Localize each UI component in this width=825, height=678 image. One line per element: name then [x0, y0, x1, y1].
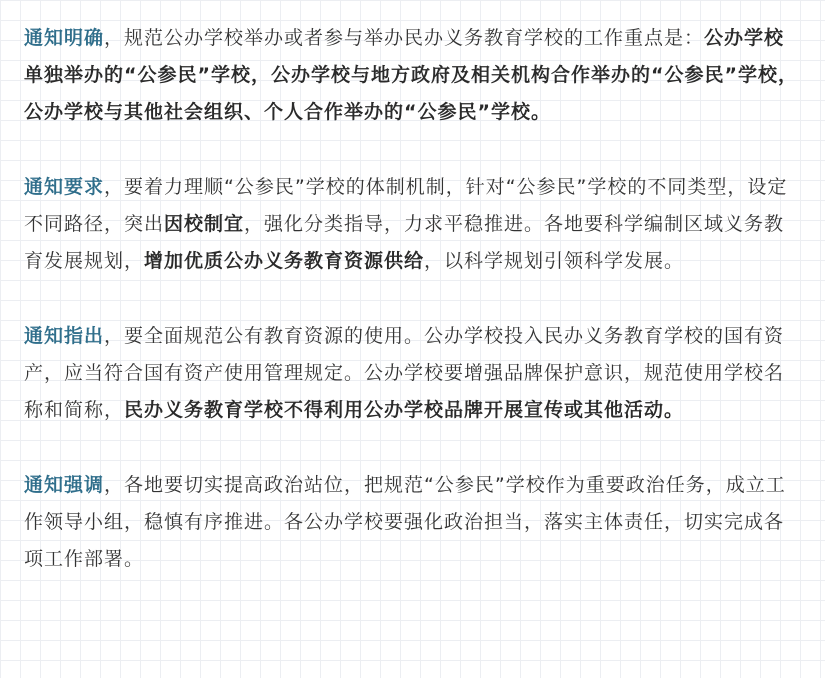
- paragraph-notice-clarifies: [24, 20, 803, 131]
- bold-text: 因校制宜: [164, 213, 245, 235]
- paragraph-notice-points-out: [24, 318, 803, 429]
- paragraph-notice-emphasizes: [24, 467, 803, 578]
- bold-text: 民办义务教育学校不得利用公办学校品牌开展宣传或其他活动。: [124, 399, 685, 421]
- paragraph-text: ，要全面规范公有教育资源的使用。公办学校投入民办义务教育学校的国有资产，应当符合国有资产使用管理规定。公办学校要增强品牌保护意识，规范使用学校名称和简称，: [24, 325, 785, 421]
- bold-text: 增加优质公办义务教育资源供给: [144, 250, 425, 272]
- paragraph-notice-requires: [24, 169, 803, 280]
- paragraph-text: ，各地要切实提高政治站位，把规范“公参民”学校作为重要政治任务，成立工作领导小组，稳慎有序推进。各公办学校要强化政治担当，落实主体责任，切实完成各项工作部署。: [24, 474, 786, 570]
- lead-phrase: 通知指出: [24, 325, 105, 347]
- lead-phrase: 通知强调: [24, 474, 105, 496]
- paragraph-text: ，要着力理顺“公参民”学校的体制机制，针对“公参民”学校的不同类型，设定不同路径，突出: [24, 176, 788, 235]
- paragraph-text: ，规范公办学校举办或者参与举办民办义务教育学校的工作重点是：: [104, 27, 705, 49]
- lead-phrase: 通知明确: [24, 27, 105, 49]
- paragraph-text: ，以科学规划引领科学发展。: [424, 250, 685, 272]
- lead-phrase: 通知要求: [24, 176, 105, 198]
- bold-text: 公办学校单独举办的“公参民”学校，公办学校与地方政府及相关机构合作举办的“公参民”学校，公办学校与其他社会组织、个人合作举办的“公参民”学校。: [24, 27, 798, 123]
- paragraph-text: ，强化分类指导，力求平稳推进。各地要科学编制区域义务教育发展规划，: [24, 213, 785, 272]
